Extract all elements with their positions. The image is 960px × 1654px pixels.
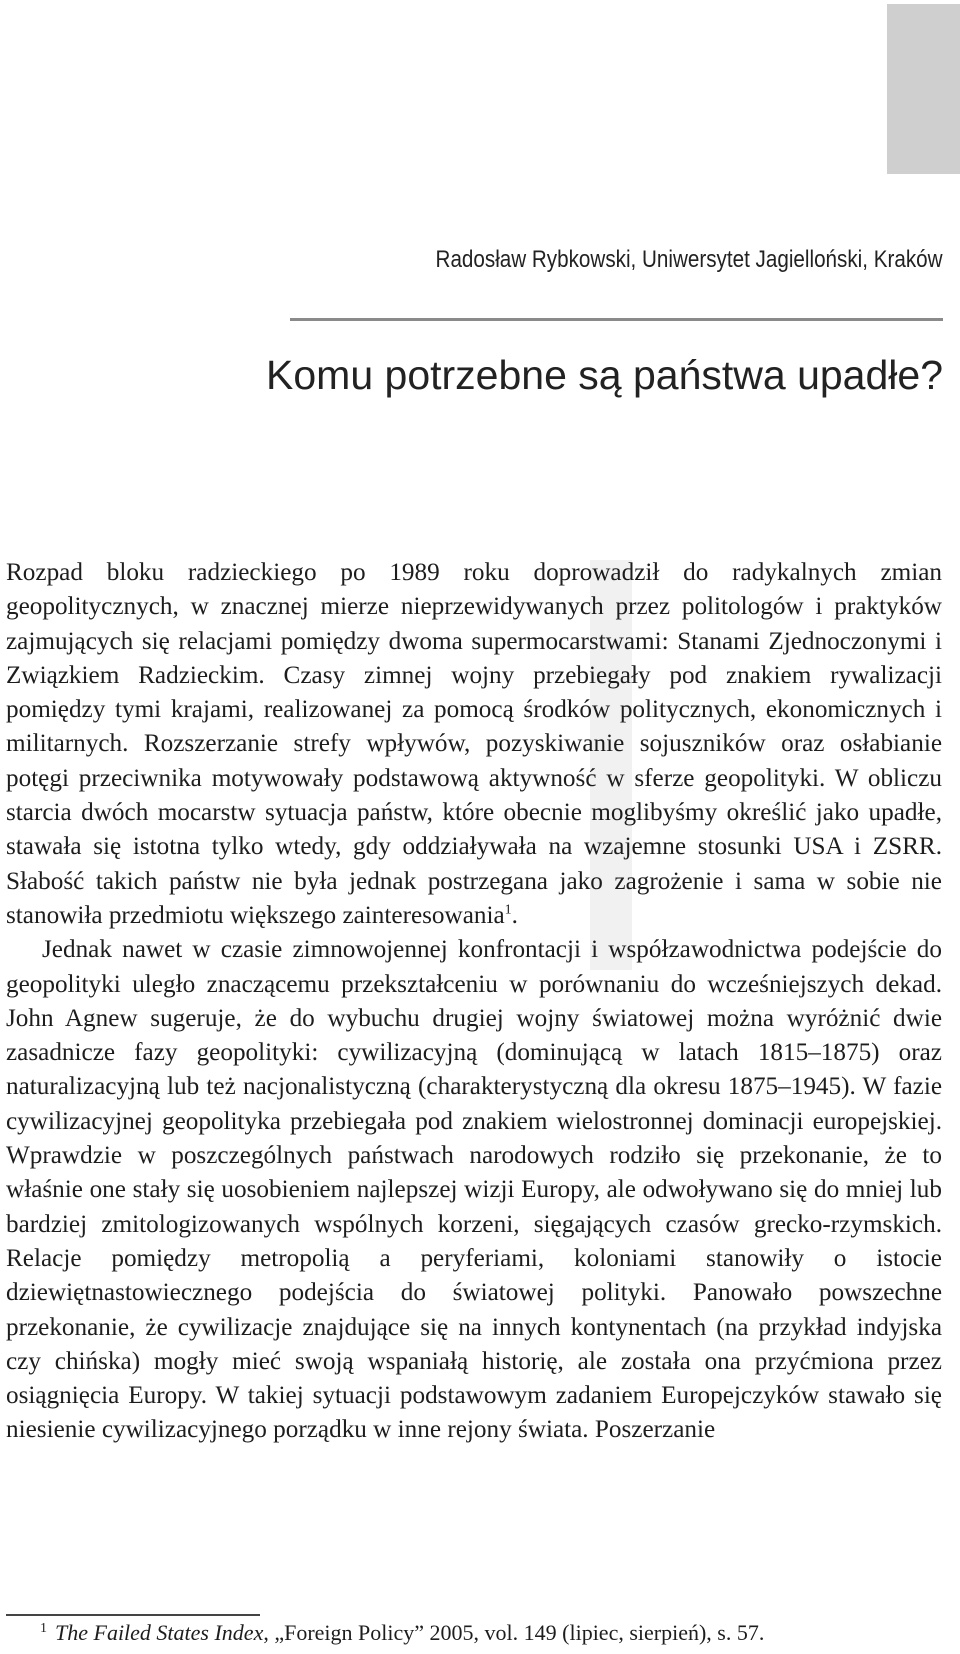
footnote-number: 1: [40, 1620, 47, 1636]
paragraph-2: Jednak nawet w czasie zimnowojennej konfrontacji i współzawodnictwa podejście do geopolityki uległo znaczącemu przekształceniu w porównaniu do wcześniejszych dekad. John Agnew sugeruje, że do wybuchu drugiej wojny światowej można wyróżnić dwie zasadnicze fazy geopolityki: cywilizacyjną (dominującą w latach 1815–1875) oraz naturalizacyjną lub też nacjonalistyczną (charakterystyczną dla okresu 1875–1945). W fazie cywilizacyjnej geopolityka przebiegała pod znakiem wielostronnej dominacji europejskiej. Wprawdzie w poszczególnych państwach narodowych rodziło się przekonanie, że to właśnie one stały się uosobieniem najlepszej wizji Europy, ale odwoływano się do mniej lub bardziej zmitologizowanych wspólnych korzeni, sięgających czasów grecko-rzymskich. Relacje pomiędzy metropolią a peryferiami, koloniami stanowiły o istocie dziewiętnastowiecznego podejścia do światowej polityki. Panowało powszechne przekonanie, że cywilizacje znajdujące się na innych kontynentach (na przykład indyjska czy chińska) mogły mieć swoją wspaniałą historię, ale została ona przyćmiona przez osiągnięcia Europy. W takiej sytuacji podstawowym zadaniem Europejczyków stawało się niesienie cywilizacyjnego porządku w inne rejony świata. Poszerzanie: [6, 936, 942, 1444]
paragraph-1-text: Rozpad bloku radzieckiego po 1989 roku doprowadził do radykalnych zmian geopolitycznych, w znacznej mierze nieprzewidywanych przez politologów i praktyków zajmujących się relacjami pomiędzy dwoma supermocarstwami: Stanami Zjednoczonymi i Związkiem Radzieckim. Czasy zimnej wojny przebiegały pod znakiem rywalizacji pomiędzy tymi krajami, realizowanej za pomocą środków politycznych, ekonomicznych i militarnych. Rozszerzanie strefy wpływów, pozyskiwanie sojuszników oraz osłabianie potęgi przeciwnika motywowały podstawową aktywność w sferze geopolityki. W obliczu starcia dwóch mocarstw sytuacja państw, które obecnie moglibyśmy określić jako upadłe, stawała się istotna tylko wtedy, gdy oddziaływała na wzajemne stosunki USA i ZSRR. Słabość takich państw nie była jednak postrzegana jako zagrożenie i sama w sobie nie stanowiła przedmiotu większego zainteresowania: [6, 559, 942, 929]
footnote-rule: [6, 1614, 260, 1616]
footnote-1: [40, 1620, 764, 1646]
article-title: Komu potrzebne są państwa upadłe?: [266, 352, 943, 398]
footnote-rest: , „Foreign Policy” 2005, vol. 149 (lipiec, sierpień), s. 57.: [263, 1620, 765, 1645]
paragraph-1-end: .: [511, 901, 518, 929]
author-line: Radosław Rybkowski, Uniwersytet Jagielloński, Kraków: [435, 246, 943, 273]
page-corner-tab: [887, 4, 960, 174]
article-body: [6, 556, 942, 1448]
footnote-title: The Failed States Index: [55, 1620, 264, 1645]
footnote-ref-1[interactable]: 1: [504, 902, 512, 918]
header-rule: [290, 318, 943, 321]
paragraph-1: [6, 556, 942, 933]
